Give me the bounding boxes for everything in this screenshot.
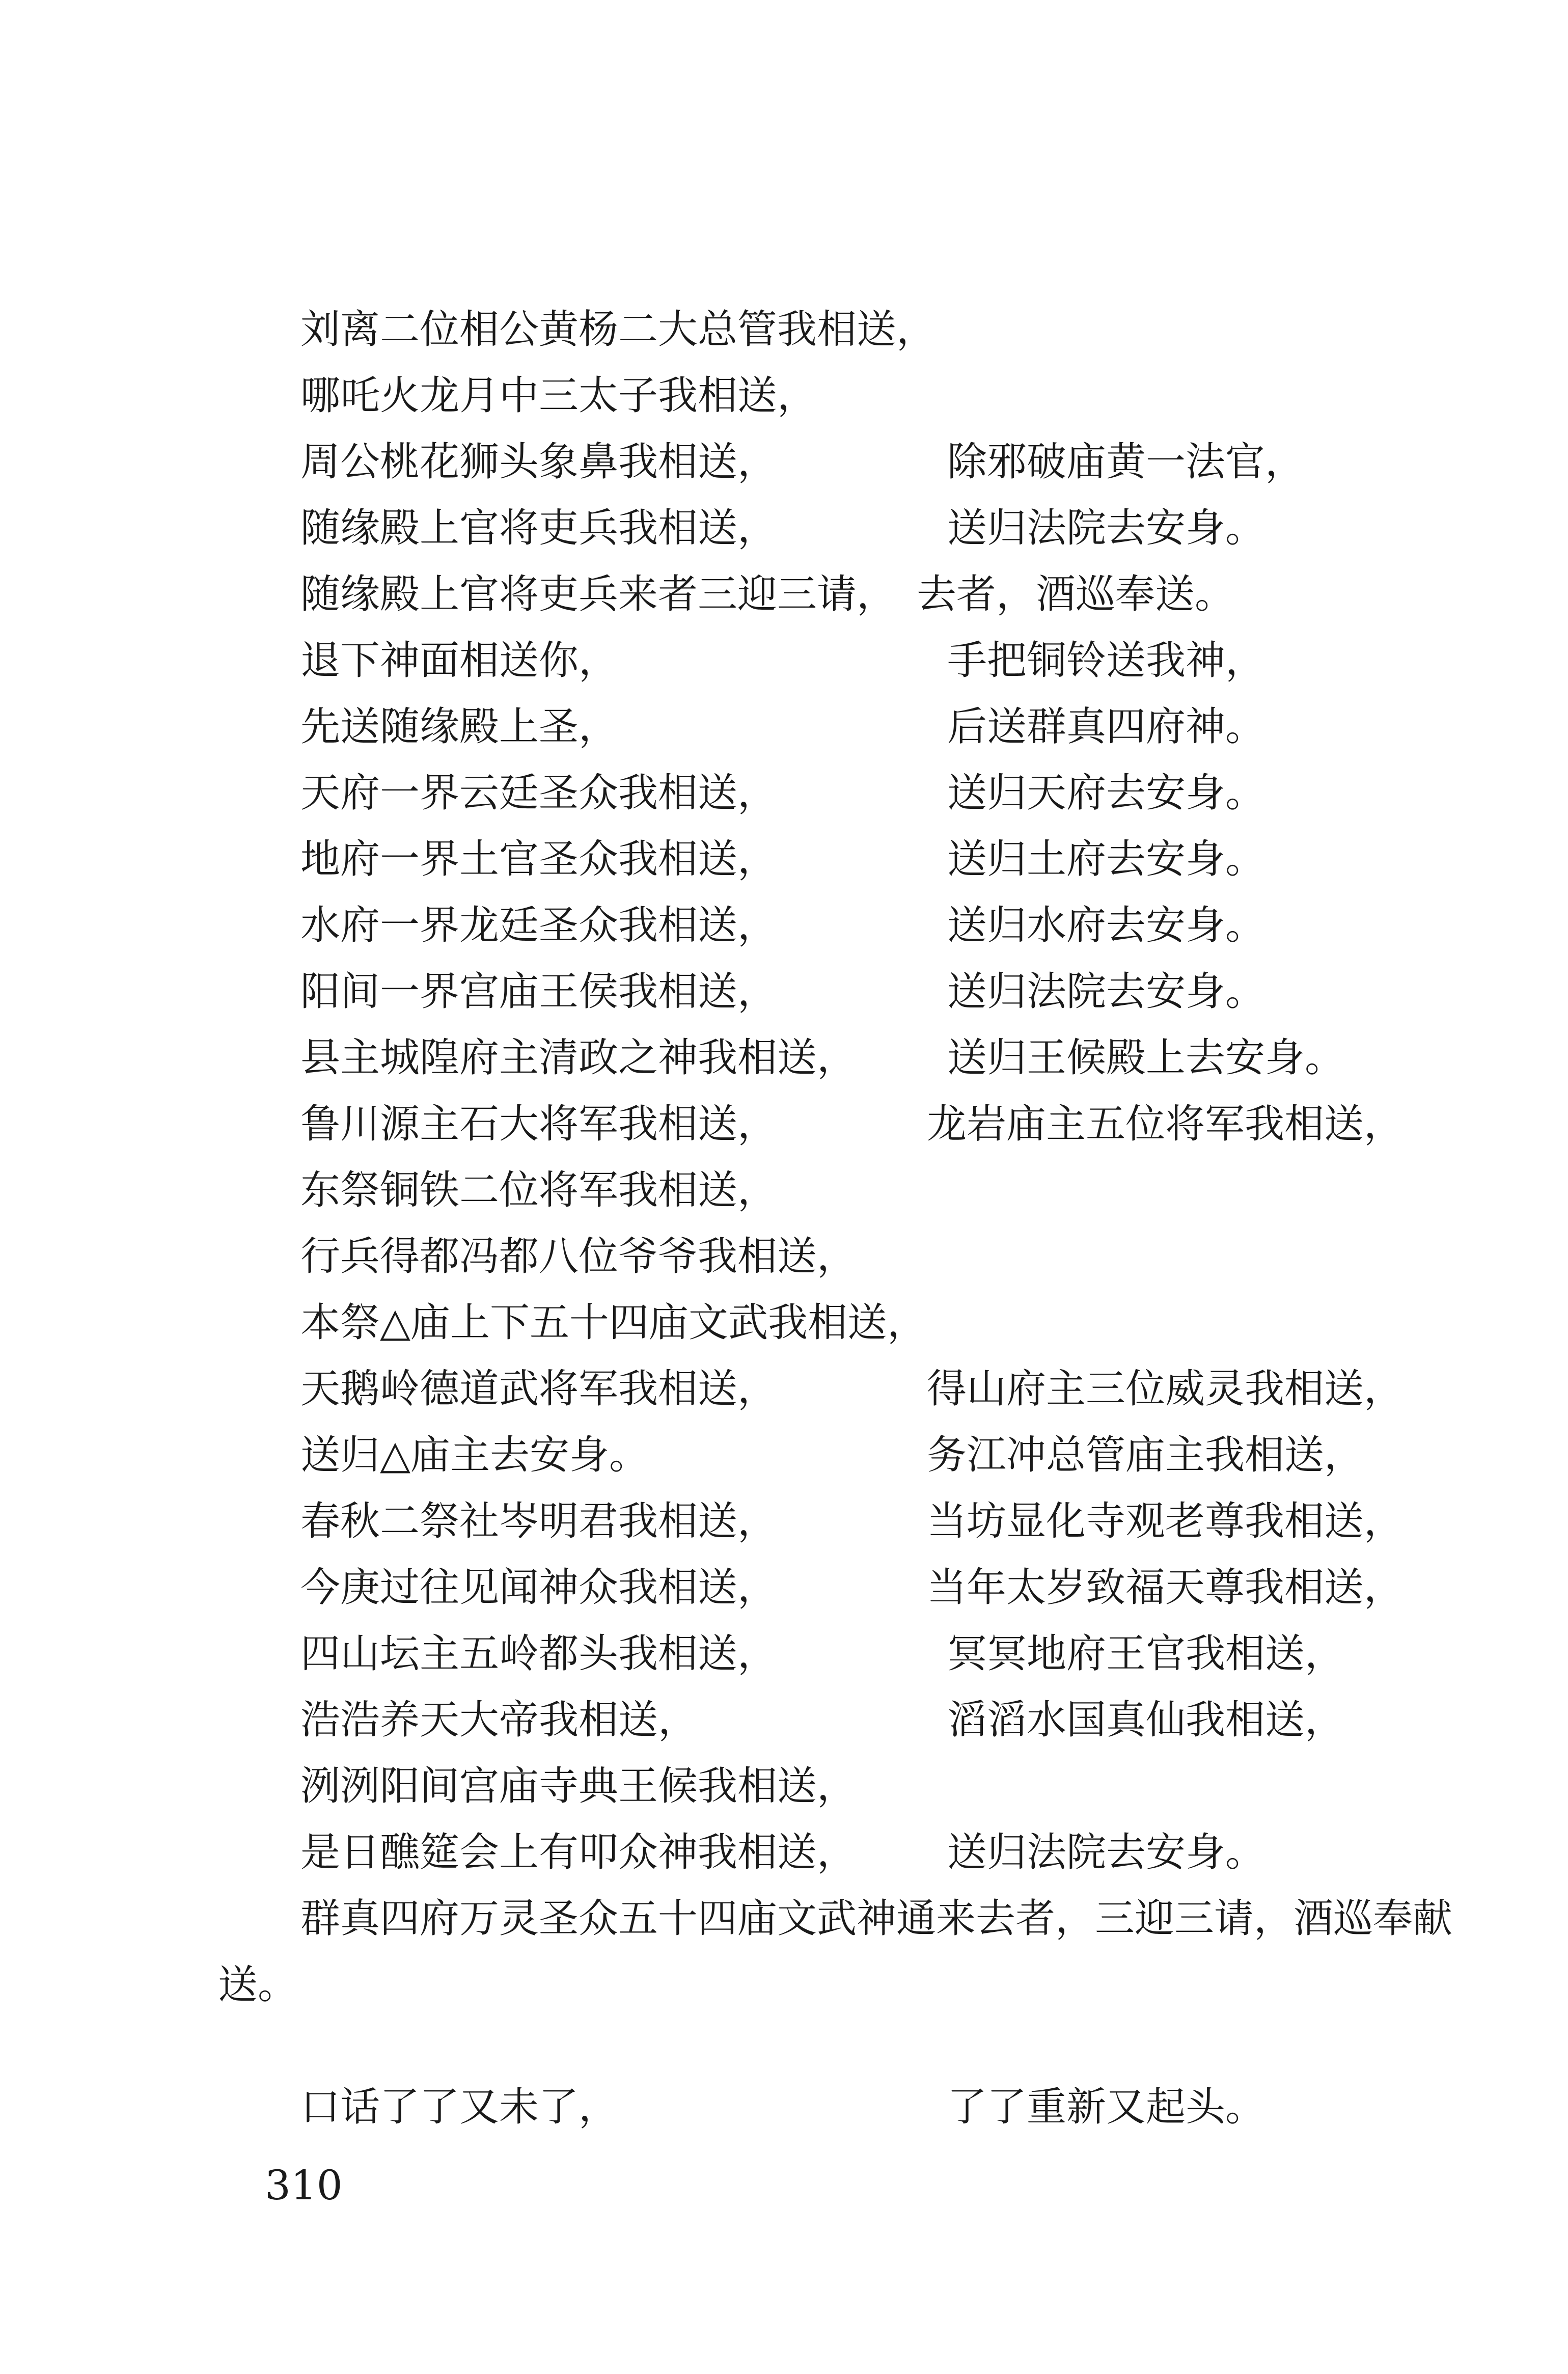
page-number: 310 <box>265 2162 343 2209</box>
verse-line-left: 随缘殿上官将吏兵我相送， <box>300 505 778 551</box>
verse-line-left: 洌洌阳间宫庙寺典王候我相送， <box>300 1763 857 1809</box>
verse-line <box>0 1091 1568 1157</box>
verse-line-left: 东祭铜铁二位将军我相送， <box>300 1167 778 1213</box>
verse-line-left: 县主城隍府主清政之神我相送， <box>300 1035 857 1081</box>
verse-line-right: 手把铜铃送我神， <box>947 638 1266 684</box>
verse-line-left: 退下神面相送你， <box>300 638 619 684</box>
verse-line <box>0 760 1568 826</box>
verse-line <box>0 429 1568 495</box>
verse-line <box>0 296 1568 363</box>
verse-line-right: 冥冥地府王官我相送， <box>947 1631 1345 1677</box>
verse-line <box>0 1819 1568 1886</box>
verse-line-right: 当坊显化寺观老尊我相送， <box>927 1498 1404 1544</box>
verse-line <box>0 1422 1568 1488</box>
final-verse-line <box>0 2074 1568 2140</box>
verse-line <box>0 1621 1568 1687</box>
final-verse-left: 口话了了又未了， <box>300 2084 619 2130</box>
verse-line <box>0 1290 1568 1356</box>
verse-line <box>0 1488 1568 1554</box>
verse-line <box>0 1025 1568 1091</box>
verse-line-left: 本祭△庙上下五十四庙文武我相送， <box>300 1300 927 1346</box>
verse-line-right: 除邪破庙黄一法官， <box>947 439 1305 485</box>
verse-line-left: 周公桃花狮头象鼻我相送， <box>300 439 778 485</box>
verse-line <box>0 363 1568 429</box>
verse-line-right: 送归土府去安身。 <box>947 836 1266 882</box>
verse-line-left: 哪吒火龙月中三太子我相送， <box>300 373 817 419</box>
verse-line-left: 地府一界土官圣众我相送， <box>300 836 778 882</box>
verse-line <box>0 694 1568 760</box>
verse-line-left: 四山坛主五岭都头我相送， <box>300 1631 778 1677</box>
verse-line-left: 浩浩养天大帝我相送， <box>300 1697 698 1743</box>
verse-line-left: 春秋二祭社岑明君我相送， <box>300 1498 778 1544</box>
verse-line <box>0 892 1568 959</box>
verse-line <box>0 1753 1568 1819</box>
verse-line <box>0 1157 1568 1223</box>
verse-line-left: 天府一界云廷圣众我相送， <box>300 770 778 816</box>
verse-line-right: 送归王候殿上去安身。 <box>947 1035 1345 1081</box>
verse-line-left: 天鹅岭德道武将军我相送， <box>300 1366 778 1412</box>
verse-line <box>0 627 1568 694</box>
final-verse-right: 了了重新又起头。 <box>947 2084 1266 2130</box>
verse-line-left: 是日醮筵会上有叩众神我相送， <box>300 1830 857 1875</box>
verse-line-left: 阳间一界宫庙王侯我相送， <box>300 969 778 1015</box>
verse-line-right: 送归法院去安身。 <box>947 1830 1266 1875</box>
verse-line <box>0 1223 1568 1290</box>
verse-line <box>0 495 1568 561</box>
verse-line-right: 去者，酒巡奉送。 <box>917 571 1235 617</box>
verse-line-right: 送归法院去安身。 <box>947 505 1266 551</box>
verse-line-right: 得山府主三位威灵我相送， <box>927 1366 1404 1412</box>
verse-line-left: 刘离二位相公黄杨二大总管我相送， <box>300 307 937 352</box>
verse-line-left: 先送随缘殿上圣， <box>300 704 619 750</box>
verse-line-left: 鲁川源主石大将军我相送， <box>300 1101 778 1147</box>
verse-line <box>0 1687 1568 1753</box>
verse-line-left: 随缘殿上官将吏兵来者三迎三请， <box>300 571 897 617</box>
verse-line-left: 水府一界龙廷圣众我相送， <box>300 903 778 948</box>
verse-line <box>0 1356 1568 1422</box>
verse-line-left: 行兵得都冯都八位爷爷我相送， <box>300 1234 857 1279</box>
verse-line-right: 龙岩庙主五位将军我相送， <box>927 1101 1404 1147</box>
verse-line-right: 送归法院去安身。 <box>947 969 1266 1015</box>
verse-line-right: 后送群真四府神。 <box>947 704 1266 750</box>
verse-line <box>0 959 1568 1025</box>
verse-line-right: 滔滔水国真仙我相送， <box>947 1697 1345 1743</box>
verse-line-right: 当年太岁致福天尊我相送， <box>927 1565 1404 1611</box>
verse-line-left: 今庚过往见闻神众我相送， <box>300 1565 778 1611</box>
verse-line-left: 送归△庙主去安身。 <box>300 1432 649 1478</box>
verse-line-right: 送归水府去安身。 <box>947 903 1266 948</box>
verse-line <box>0 561 1568 627</box>
verse-line <box>0 1554 1568 1621</box>
closing-paragraph: 群真四府万灵圣众五十四庙文武神通来去者，三迎三请，酒巡奉献送。 <box>218 1896 1453 2008</box>
verse-line-right: 务江冲总管庙主我相送， <box>927 1432 1364 1478</box>
verse-line-right: 送归天府去安身。 <box>947 770 1266 816</box>
verse-line <box>0 826 1568 892</box>
